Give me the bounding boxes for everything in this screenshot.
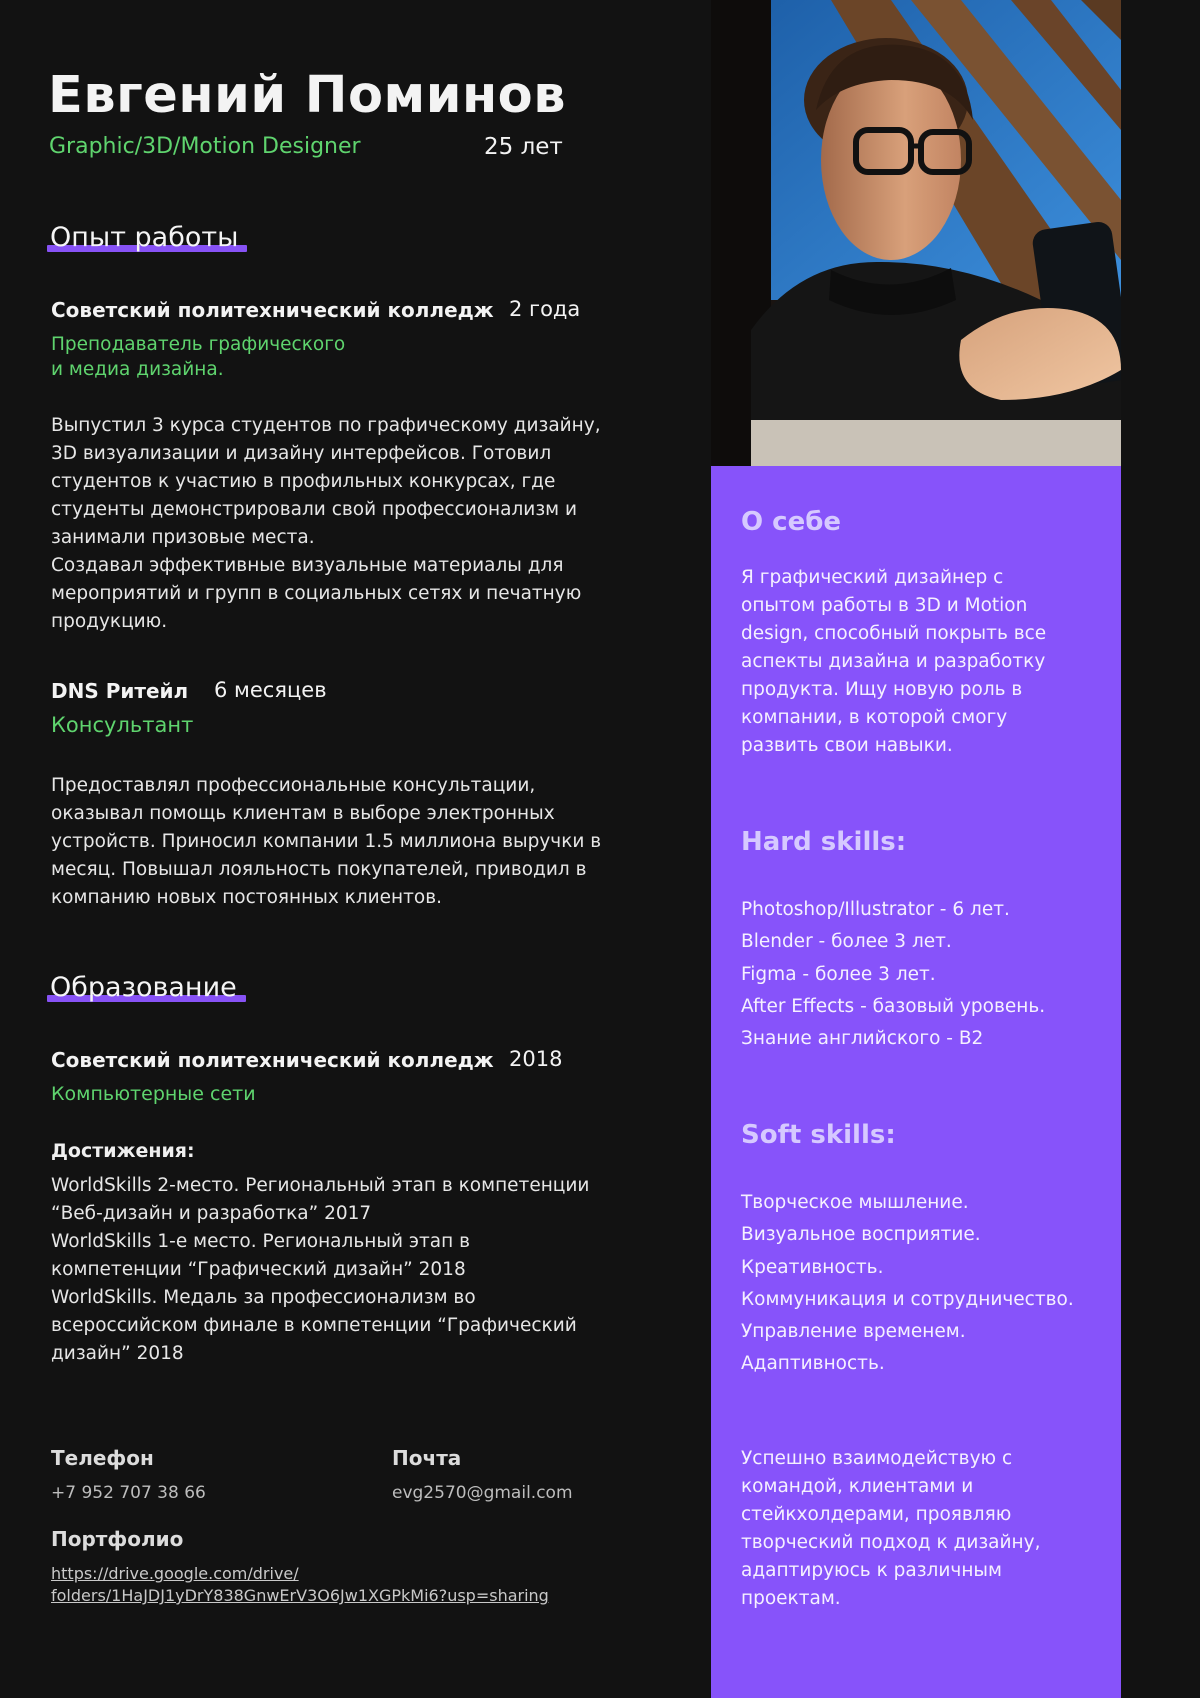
desc-line: студентов к участию в профильных конкурсах, где xyxy=(51,471,556,492)
desc-line: месяц. Повышал лояльность покупателей, приводил в xyxy=(51,859,587,880)
profile-photo-image xyxy=(711,0,1121,466)
phone-value[interactable]: +7 952 707 38 66 xyxy=(51,1483,206,1503)
job-1-position-line: и медиа дизайна. xyxy=(51,359,224,380)
desc-line: мероприятий и групп в социальных сетях и печатную xyxy=(51,583,582,604)
hard-skill-item: After Effects - базовый уровень. xyxy=(741,995,1046,1017)
achievements-list xyxy=(51,1172,691,1368)
achievement-line: WorldSkills 1-е место. Региональный этап в xyxy=(51,1231,470,1252)
about-line: развить свои навыки. xyxy=(741,735,953,756)
job-2-company: DNS Ритейл xyxy=(51,679,189,703)
job-title: Graphic/3D/Motion Designer xyxy=(49,134,361,159)
teamwork-line: проектам. xyxy=(741,1588,841,1609)
desc-line: Предоставлял профессиональные консультации, xyxy=(51,775,536,796)
soft-skill-item: Коммуникация и сотрудничество. xyxy=(741,1288,1074,1310)
achievement-line: дизайн” 2018 xyxy=(51,1343,184,1364)
desc-line: Создавал эффективные визуальные материалы для xyxy=(51,555,564,576)
teamwork-text xyxy=(741,1445,1040,1613)
soft-skills-heading: Soft skills: xyxy=(741,1120,896,1150)
achievement-line: “Веб-дизайн и разработка” 2017 xyxy=(51,1203,372,1224)
desc-line: студенты демонстрировали свой профессионализм и xyxy=(51,499,578,520)
about-line: аспекты дизайна и разработку xyxy=(741,651,1046,672)
about-line: компании, в которой смогу xyxy=(741,707,1008,728)
job-1-duration: 2 года xyxy=(509,297,581,321)
about-text xyxy=(741,564,1046,760)
job-1-position xyxy=(51,332,345,382)
job-2-position: Консультант xyxy=(51,713,194,737)
achievement-line: всероссийском финале в компетенции “Графический xyxy=(51,1315,577,1336)
teamwork-line: творческий подход к дизайну, xyxy=(741,1532,1041,1553)
desc-line: оказывал помощь клиентам в выборе электронных xyxy=(51,803,555,824)
teamwork-line: командой, клиентами и xyxy=(741,1476,974,1497)
portfolio-link[interactable] xyxy=(51,1563,549,1607)
job-2-duration: 6 месяцев xyxy=(214,678,327,702)
email-label: Почта xyxy=(392,1446,462,1470)
job-2-description xyxy=(51,772,691,912)
education-institution: Советский политехнический колледж xyxy=(51,1048,494,1072)
job-1-company: Советский политехнический колледж xyxy=(51,298,494,322)
desc-line: занимали призовые места. xyxy=(51,527,315,548)
age: 25 лет xyxy=(484,134,563,160)
about-line: Я графический дизайнер с xyxy=(741,567,1004,588)
job-1-description xyxy=(51,412,691,636)
teamwork-line: стейкхолдерами, проявляю xyxy=(741,1504,1012,1525)
portfolio-link-line[interactable]: https://drive.google.com/drive/ xyxy=(51,1564,299,1583)
candidate-name: Евгений Поминов xyxy=(48,66,566,125)
achievements-heading: Достижения: xyxy=(51,1140,195,1162)
desc-line: устройств. Приносил компании 1.5 миллиона выручки в xyxy=(51,831,602,852)
achievement-line: WorldSkills 2-место. Региональный этап в компетенции xyxy=(51,1175,590,1196)
phone-label: Телефон xyxy=(51,1446,154,1470)
profile-photo xyxy=(711,0,1121,466)
teamwork-line: Успешно взаимодействую с xyxy=(741,1448,1013,1469)
soft-skills-list xyxy=(741,1187,1074,1381)
hard-skills-list xyxy=(741,894,1045,1055)
achievement-line: компетенции “Графический дизайн” 2018 xyxy=(51,1259,466,1280)
hard-skill-item: Photoshop/Illustrator - 6 лет. xyxy=(741,899,1010,920)
experience-heading xyxy=(50,222,238,253)
hard-skill-item: Знание английского - B2 xyxy=(741,1028,984,1050)
education-specialty: Компьютерные сети xyxy=(51,1083,256,1105)
email-value[interactable]: evg2570@gmail.com xyxy=(392,1483,573,1503)
desc-line: компанию новых постоянных клиентов. xyxy=(51,887,443,908)
achievement-line: WorldSkills. Медаль за профессионализм во xyxy=(51,1287,476,1308)
experience-heading-text: Опыт работы xyxy=(50,222,239,253)
soft-skill-item: Креативность. xyxy=(741,1256,884,1278)
soft-skill-item: Визуальное восприятие. xyxy=(741,1224,981,1246)
soft-skill-item: Творческое мышление. xyxy=(741,1192,969,1213)
desc-line: 3D визуализации и дизайну интерфейсов. Готовил xyxy=(51,443,552,464)
soft-skill-item: Управление временем. xyxy=(741,1321,966,1343)
about-line: опытом работы в 3D и Motion xyxy=(741,595,1028,616)
job-1-position-line: Преподаватель графического xyxy=(51,334,346,355)
desc-line: Выпустил 3 курса студентов по графическому дизайну, xyxy=(51,415,601,436)
portfolio-label: Портфолио xyxy=(51,1527,184,1551)
teamwork-line: адаптируюсь к различным xyxy=(741,1560,1002,1581)
hard-skills-heading: Hard skills: xyxy=(741,827,907,857)
soft-skill-item: Адаптивность. xyxy=(741,1353,885,1375)
about-heading: О себе xyxy=(741,507,841,537)
portfolio-link-line[interactable]: folders/1HaJDJ1yDrY838GnwErV3O6Jw1XGPkMi6?usp=sharing xyxy=(51,1586,549,1605)
about-line: продукта. Ищу новую роль в xyxy=(741,679,1023,700)
education-heading-text: Образование xyxy=(50,972,237,1003)
education-heading xyxy=(50,972,237,1003)
hard-skill-item: Figma - более 3 лет. xyxy=(741,963,936,985)
hard-skill-item: Blender - более 3 лет. xyxy=(741,931,952,953)
about-line: design, способный покрыть все xyxy=(741,623,1047,644)
desc-line: продукцию. xyxy=(51,611,168,632)
education-year: 2018 xyxy=(509,1047,563,1071)
